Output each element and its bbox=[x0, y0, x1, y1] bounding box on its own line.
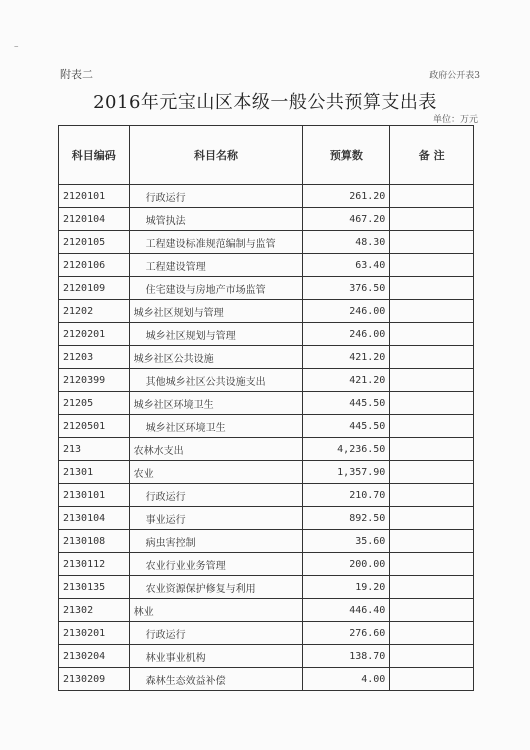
table-row bbox=[59, 530, 474, 553]
cell-amount: 63.40 bbox=[303, 254, 390, 277]
cell-code: 2120104 bbox=[59, 208, 130, 231]
cell-name: 农业资源保护修复与利用 bbox=[129, 576, 303, 599]
table-row bbox=[59, 323, 474, 346]
cell-amount: 19.20 bbox=[303, 576, 390, 599]
cell-note bbox=[390, 484, 474, 507]
cell-code: 21205 bbox=[59, 392, 130, 415]
cell-code: 2130112 bbox=[59, 553, 130, 576]
cell-note bbox=[390, 277, 474, 300]
cell-name: 城乡社区环境卫生 bbox=[129, 392, 303, 415]
cell-code: 2130204 bbox=[59, 645, 130, 668]
table-row bbox=[59, 185, 474, 208]
cell-note bbox=[390, 507, 474, 530]
cell-amount: 421.20 bbox=[303, 346, 390, 369]
cell-name: 行政运行 bbox=[129, 484, 303, 507]
cell-code: 2130104 bbox=[59, 507, 130, 530]
table-row bbox=[59, 415, 474, 438]
cell-amount: 445.50 bbox=[303, 392, 390, 415]
table-row bbox=[59, 622, 474, 645]
cell-amount: 200.00 bbox=[303, 553, 390, 576]
column-header-code: 科目编码 bbox=[59, 126, 130, 185]
page-title: 2016年元宝山区本级一般公共预算支出表 bbox=[93, 92, 437, 113]
document-code: 政府公开表3 bbox=[429, 71, 480, 81]
cell-code: 2130209 bbox=[59, 668, 130, 691]
cell-code: 21202 bbox=[59, 300, 130, 323]
cell-note bbox=[390, 553, 474, 576]
cell-name: 工程建设标准规范编制与监管 bbox=[129, 231, 303, 254]
cell-note bbox=[390, 438, 474, 461]
unit-label: 单位：万元 bbox=[432, 115, 478, 125]
cell-code: 2130101 bbox=[59, 484, 130, 507]
cell-amount: 261.20 bbox=[303, 185, 390, 208]
cell-code: 2130108 bbox=[59, 530, 130, 553]
cell-name: 工程建设管理 bbox=[129, 254, 303, 277]
cell-note bbox=[390, 254, 474, 277]
table-row bbox=[59, 484, 474, 507]
cell-amount: 467.20 bbox=[303, 208, 390, 231]
cell-code: 2120109 bbox=[59, 277, 130, 300]
cell-amount: 276.60 bbox=[303, 622, 390, 645]
cell-code: 21301 bbox=[59, 461, 130, 484]
budget-table bbox=[58, 125, 474, 691]
cell-note bbox=[390, 599, 474, 622]
cell-note bbox=[390, 645, 474, 668]
cell-amount: 210.70 bbox=[303, 484, 390, 507]
cell-name: 农业 bbox=[129, 461, 303, 484]
cell-amount: 445.50 bbox=[303, 415, 390, 438]
cell-name: 行政运行 bbox=[129, 185, 303, 208]
table-row bbox=[59, 599, 474, 622]
cell-code: 21203 bbox=[59, 346, 130, 369]
cell-code: 2120101 bbox=[59, 185, 130, 208]
cell-amount: 446.40 bbox=[303, 599, 390, 622]
cell-note bbox=[390, 300, 474, 323]
table-header-row bbox=[59, 126, 474, 185]
cell-code: 2120501 bbox=[59, 415, 130, 438]
cell-name: 森林生态效益补偿 bbox=[129, 668, 303, 691]
cell-note bbox=[390, 346, 474, 369]
cell-note bbox=[390, 530, 474, 553]
cell-note bbox=[390, 185, 474, 208]
cell-name: 其他城乡社区公共设施支出 bbox=[129, 369, 303, 392]
cell-name: 林业事业机构 bbox=[129, 645, 303, 668]
table-row bbox=[59, 254, 474, 277]
cell-note bbox=[390, 461, 474, 484]
cell-name: 城管执法 bbox=[129, 208, 303, 231]
cell-amount: 246.00 bbox=[303, 323, 390, 346]
cell-note bbox=[390, 415, 474, 438]
table-row bbox=[59, 461, 474, 484]
table-row bbox=[59, 231, 474, 254]
cell-code: 21302 bbox=[59, 599, 130, 622]
cell-name: 城乡社区公共设施 bbox=[129, 346, 303, 369]
cell-name: 事业运行 bbox=[129, 507, 303, 530]
cell-note bbox=[390, 231, 474, 254]
cell-note bbox=[390, 622, 474, 645]
column-header-note: 备 注 bbox=[390, 126, 474, 185]
column-header-name: 科目名称 bbox=[129, 126, 303, 185]
table-row bbox=[59, 208, 474, 231]
table-row bbox=[59, 438, 474, 461]
table-row bbox=[59, 346, 474, 369]
cell-code: 213 bbox=[59, 438, 130, 461]
cell-name: 农林水支出 bbox=[129, 438, 303, 461]
table-row bbox=[59, 507, 474, 530]
cell-amount: 892.50 bbox=[303, 507, 390, 530]
cell-amount: 376.50 bbox=[303, 277, 390, 300]
cell-note bbox=[390, 369, 474, 392]
table-body bbox=[59, 185, 474, 691]
table-row bbox=[59, 576, 474, 599]
cell-note bbox=[390, 668, 474, 691]
cell-code: 2120105 bbox=[59, 231, 130, 254]
cell-name: 行政运行 bbox=[129, 622, 303, 645]
table-row bbox=[59, 369, 474, 392]
column-header-amount: 预算数 bbox=[303, 126, 390, 185]
cell-code: 2120106 bbox=[59, 254, 130, 277]
cell-amount: 4,236.50 bbox=[303, 438, 390, 461]
cell-amount: 246.00 bbox=[303, 300, 390, 323]
cell-name: 城乡社区规划与管理 bbox=[129, 323, 303, 346]
table-row bbox=[59, 645, 474, 668]
cell-amount: 35.60 bbox=[303, 530, 390, 553]
cell-code: 2120399 bbox=[59, 369, 130, 392]
table-row bbox=[59, 277, 474, 300]
cell-code: 2130135 bbox=[59, 576, 130, 599]
cell-name: 城乡社区环境卫生 bbox=[129, 415, 303, 438]
attachment-label: 附表二 bbox=[60, 68, 93, 81]
table-row bbox=[59, 300, 474, 323]
cell-code: 2120201 bbox=[59, 323, 130, 346]
cell-note bbox=[390, 323, 474, 346]
cell-amount: 48.30 bbox=[303, 231, 390, 254]
table-row bbox=[59, 392, 474, 415]
cell-name: 城乡社区规划与管理 bbox=[129, 300, 303, 323]
cell-name: 病虫害控制 bbox=[129, 530, 303, 553]
cell-amount: 4.00 bbox=[303, 668, 390, 691]
cell-name: 林业 bbox=[129, 599, 303, 622]
cell-name: 住宅建设与房地产市场监管 bbox=[129, 277, 303, 300]
cell-code: 2130201 bbox=[59, 622, 130, 645]
cell-note bbox=[390, 576, 474, 599]
cell-note bbox=[390, 208, 474, 231]
table-row bbox=[59, 553, 474, 576]
cell-amount: 421.20 bbox=[303, 369, 390, 392]
cell-note bbox=[390, 392, 474, 415]
table-row bbox=[59, 668, 474, 691]
cell-name: 农业行业业务管理 bbox=[129, 553, 303, 576]
cell-amount: 1,357.90 bbox=[303, 461, 390, 484]
cell-amount: 138.70 bbox=[303, 645, 390, 668]
scan-mark: – bbox=[14, 42, 19, 52]
